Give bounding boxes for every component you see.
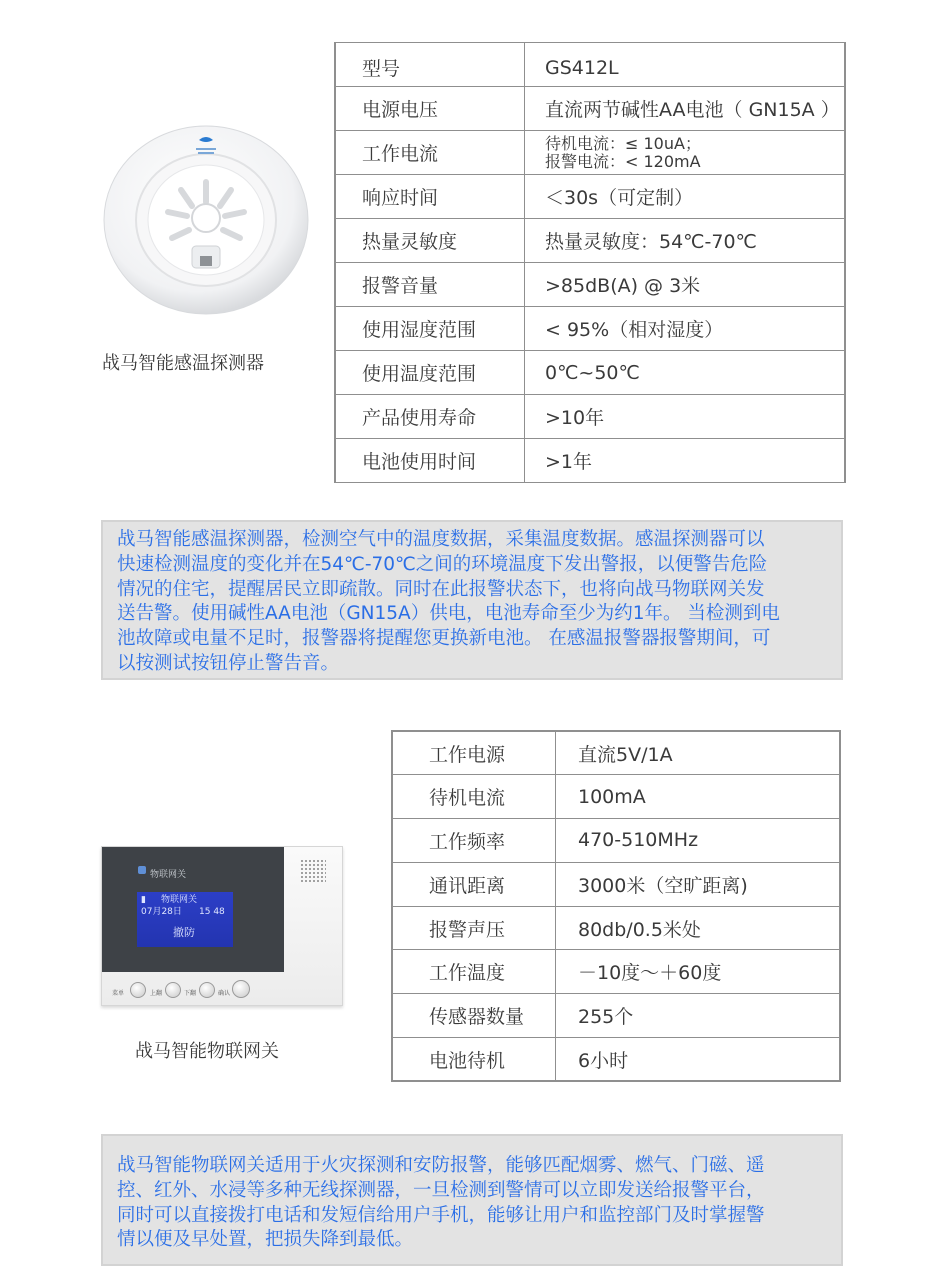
description-line: 情以便及早处置，把损失降到最低。: [117, 1229, 414, 1251]
button-label: 菜单: [112, 990, 125, 997]
table-row: [335, 43, 845, 87]
table-row: [392, 862, 840, 906]
table-row: [335, 395, 845, 439]
product-description: [101, 1134, 843, 1266]
table-row: [392, 906, 840, 950]
confirm-button: [232, 980, 250, 998]
spec-label: 电池待机: [392, 1038, 556, 1082]
table-row: [392, 731, 840, 775]
spec-value: < 95%（相对湿度）: [525, 307, 846, 351]
spec-value: 470-510MHz: [556, 819, 841, 863]
gateway-brand-label: 物联网关: [150, 870, 187, 880]
button-label: 确认: [218, 990, 231, 997]
table-row: [335, 131, 845, 175]
screen-status: 撤防: [173, 926, 195, 939]
menu-button: [130, 982, 146, 998]
button-label: 上翻: [150, 990, 163, 997]
spec-value: 6小时: [556, 1038, 841, 1082]
spec-label: 响应时间: [335, 175, 525, 219]
spec-label: 工作频率: [392, 819, 556, 863]
table-row: [392, 775, 840, 819]
spec-value: >10年: [525, 395, 846, 439]
button-label: 下翻: [184, 990, 197, 997]
speaker-grille: [300, 859, 326, 883]
product-caption: 战马智能感温探测器: [102, 353, 264, 374]
gateway-lcd-screen: [137, 892, 233, 947]
spec-value: 100mA: [556, 775, 841, 819]
spec-label: 热量灵敏度: [335, 219, 525, 263]
spec-label: 工作电流: [335, 131, 525, 175]
table-row: [335, 307, 845, 351]
table-row: [392, 994, 840, 1038]
spec-label: 型号: [335, 43, 525, 87]
table-row: [335, 439, 845, 483]
spec-table-detector: [334, 42, 846, 483]
spec-value: 热量灵敏度：54℃-70℃: [525, 219, 846, 263]
spec-value: [525, 131, 846, 175]
spec-label: 待机电流: [392, 775, 556, 819]
gateway-front-panel: [102, 847, 284, 972]
spec-label: 使用湿度范围: [335, 307, 525, 351]
table-row: [335, 263, 845, 307]
spec-value: －10度～＋60度: [556, 950, 841, 994]
spec-label: 电源电压: [335, 87, 525, 131]
description-line: 战马智能感温探测器，检测空气中的温度数据，采集温度数据。感温探测器可以: [117, 529, 765, 550]
gateway-logo-icon: [138, 866, 146, 874]
table-row: [392, 819, 840, 863]
spec-label: 工作温度: [392, 950, 556, 994]
spec-value: GS412L: [525, 43, 846, 87]
spec-value-line: 报警电流：< 120mA: [545, 151, 701, 171]
table-row: [335, 175, 845, 219]
table-row: [335, 87, 845, 131]
description-line: 快速检测温度的变化并在54℃-70℃之间的环境温度下发出警报，以便警告危险: [117, 553, 768, 575]
spec-label: 报警音量: [335, 263, 525, 307]
spec-value: 3000米（空旷距离): [556, 862, 841, 906]
page-down-button: [199, 982, 215, 998]
description-line: 以按测试按钮停止警告音。: [117, 652, 340, 674]
description-line: 战马智能物联网关适用于火灾探测和安防报警，能够匹配烟雾、燃气、门磁、遥: [117, 1155, 765, 1176]
product-caption: 战马智能物联网关: [135, 1041, 279, 1062]
spec-label: 传感器数量: [392, 994, 556, 1038]
description-line: 同时可以直接拨打电话和发短信给用户手机，能够让用户和监控部门及时掌握警: [117, 1204, 765, 1226]
spec-value: ＜30s（可定制）: [525, 175, 846, 219]
description-line: 情况的住宅，提醒居民立即疏散。同时在此报警状态下，也将向战马物联网关发: [117, 578, 765, 600]
table-row: [335, 219, 845, 263]
heat-detector-image: [103, 124, 309, 320]
spec-value-line: 待机电流：≤ 10uA；: [545, 133, 701, 153]
spec-label: 产品使用寿命: [335, 395, 525, 439]
spec-value: 直流两节碱性AA电池（ GN15A ）: [525, 87, 846, 131]
spec-label: 电池使用时间: [335, 439, 525, 483]
spec-value: 直流5V/1A: [556, 731, 841, 775]
spec-label: 工作电源: [392, 731, 556, 775]
description-line: 送告警。使用碱性AA电池（GN15A）供电，电池寿命至少为约1年。 当检测到电: [117, 603, 780, 625]
spec-label: 使用温度范围: [335, 351, 525, 395]
screen-time: 15 48: [199, 907, 225, 917]
product-description: [101, 520, 843, 680]
iot-gateway-image: [101, 846, 343, 1006]
screen-date: 07月28日: [141, 907, 182, 917]
spec-label: 通讯距离: [392, 862, 556, 906]
spec-label: 报警声压: [392, 906, 556, 950]
description-line: 池故障或电量不足时，报警器将提醒您更换新电池。 在感温报警器报警期间，可: [117, 628, 771, 650]
table-row: [335, 351, 845, 395]
table-row: [392, 1038, 840, 1082]
spec-value: 255个: [556, 994, 841, 1038]
spec-value: 80db/0.5米处: [556, 906, 841, 950]
description-line: 控、红外、水浸等多种无线探测器，一旦检测到警情可以立即发送给报警平台，: [117, 1179, 765, 1201]
signal-icon: ▮: [141, 895, 146, 905]
spec-value: >85dB(A) @ 3米: [525, 263, 846, 307]
spec-table-gateway: [391, 730, 841, 1082]
spec-value: >1年: [525, 439, 846, 483]
page-up-button: [165, 982, 181, 998]
screen-title: 物联网关: [161, 895, 198, 905]
table-row: [392, 950, 840, 994]
spec-value: 0℃~50℃: [525, 351, 846, 395]
